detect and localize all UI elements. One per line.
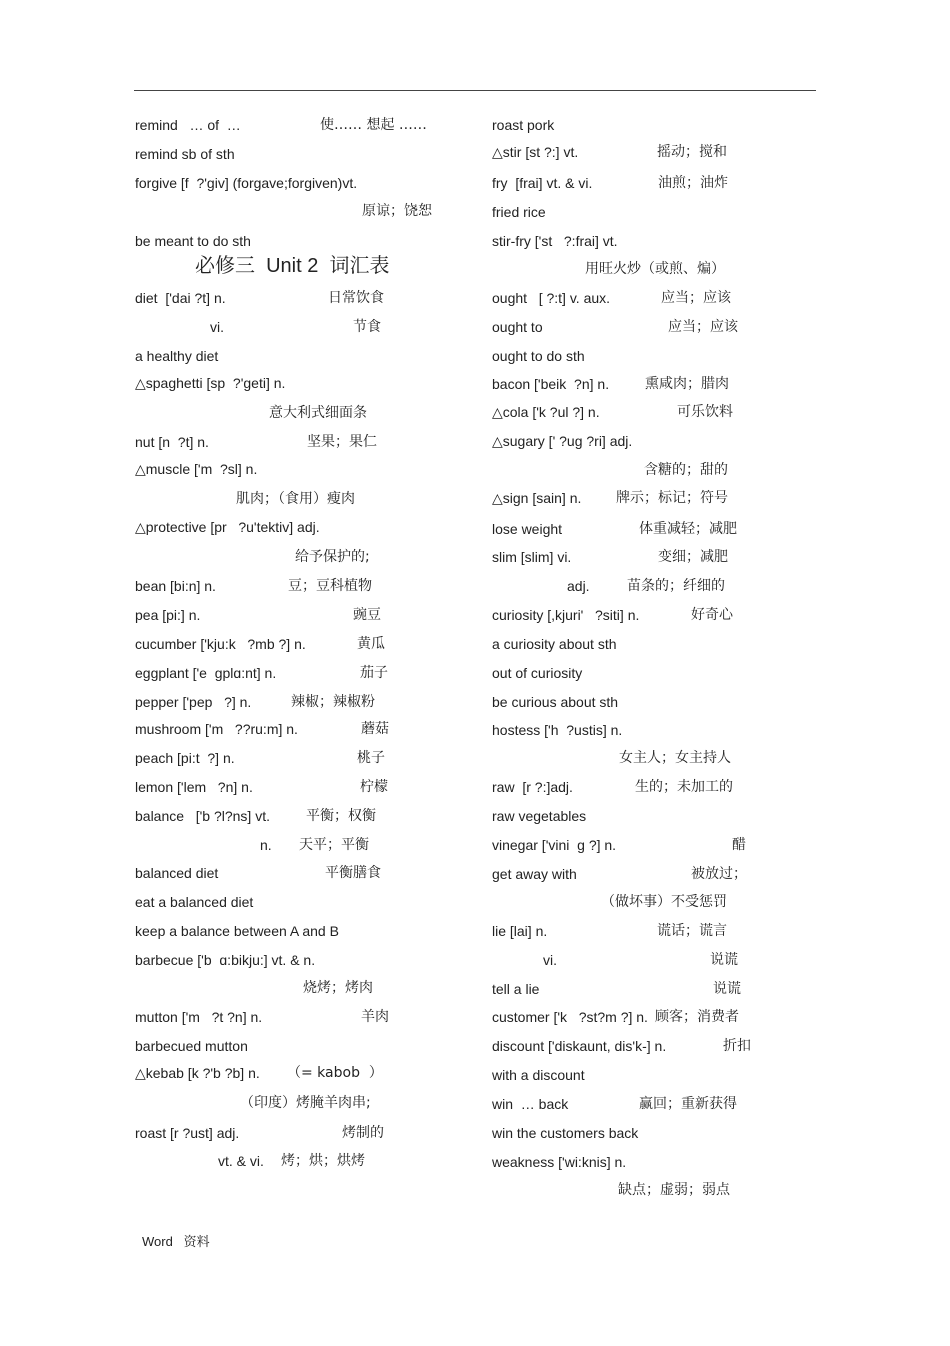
vocab-term: balanced diet — [135, 865, 219, 881]
vocab-term: get away with — [492, 866, 577, 882]
vocab-term: ought to — [492, 319, 543, 335]
vocab-definition: 烤制的 — [342, 1125, 384, 1141]
vocab-term: eat a balanced diet — [135, 894, 254, 910]
right-column — [492, 0, 852, 1260]
vocab-term: pea [pi:] n. — [135, 607, 201, 623]
vocab-definition: 说谎 — [710, 952, 738, 968]
vocab-definition: 辣椒；辣椒粉 — [291, 694, 375, 710]
vocab-term: pepper ['pep ?] n. — [135, 694, 252, 710]
vocab-term: bean [bi:n] n. — [135, 578, 216, 594]
vocab-definition: 谎话；谎言 — [657, 923, 727, 939]
vocab-term: remind sb of sth — [135, 146, 235, 162]
vocab-term: tell a lie — [492, 981, 540, 997]
vocab-definition: 好奇心 — [691, 607, 733, 623]
vocab-term: balance ['b ?l?ns] vt. — [135, 808, 270, 824]
vocab-definition: 羊肉 — [361, 1009, 389, 1025]
vocab-term: a curiosity about sth — [492, 636, 617, 652]
vocab-definition: 黄瓜 — [357, 636, 385, 652]
vocab-term: weakness ['wi:knis] n. — [492, 1154, 627, 1170]
vocab-term: △kebab [k ?'b ?b] n. — [135, 1065, 260, 1081]
vocab-term: mutton ['m ?t ?n] n. — [135, 1009, 263, 1025]
vocab-definition: 用旺火炒（或煎、煸） — [585, 261, 725, 277]
vocab-definition: 平衡膳食 — [325, 865, 381, 881]
vocab-term: customer ['k ?st?m ?] n. — [492, 1009, 648, 1025]
vocab-definition: 日常饮食 — [328, 290, 384, 306]
vocab-term: discount ['diskaunt, dis'k-] n. — [492, 1038, 667, 1054]
vocab-term: △cola ['k ?ul ?] n. — [492, 404, 600, 420]
vocab-term: a healthy diet — [135, 348, 219, 364]
vocab-definition: 原谅；饶恕 — [362, 203, 432, 219]
vocab-term: nut [n ?t] n. — [135, 434, 209, 450]
vocab-term: be curious about sth — [492, 694, 619, 710]
vocab-definition: （= kabob ） — [287, 1065, 383, 1081]
vocab-term: remind … of … — [135, 117, 241, 133]
vocab-term: △stir [st ?:] vt. — [492, 144, 579, 160]
vocab-term: curiosity [,kjuri' ?siti] n. — [492, 607, 640, 623]
vocab-term: vi. — [210, 319, 224, 335]
vocab-term: bacon ['beik ?n] n. — [492, 376, 610, 392]
vocab-term: △muscle ['m ?sl] n. — [135, 461, 258, 477]
vocab-definition: 平衡；权衡 — [306, 808, 376, 824]
vocab-term: △sugary [' ?uɡ ?ri] adj. — [492, 433, 633, 449]
vocab-term: fry [frai] vt. & vi. — [492, 175, 593, 191]
vocab-term: with a discount — [492, 1067, 585, 1083]
vocab-definition: 顾客；消费者 — [655, 1009, 739, 1025]
vocab-definition: 使…… 想起 …… — [320, 117, 427, 133]
vocab-definition: 熏咸肉；腊肉 — [645, 376, 729, 392]
vocab-term: adj. — [567, 578, 590, 594]
vocab-definition: 可乐饮料 — [677, 404, 733, 420]
vocab-term: peach [pi:t ?] n. — [135, 750, 235, 766]
vocab-term: n. — [260, 837, 272, 853]
vocab-definition: 蘑菇 — [361, 721, 389, 737]
vocab-term: roast pork — [492, 117, 555, 133]
vocab-definition: 坚果；果仁 — [307, 434, 377, 450]
vocab-term: fried rice — [492, 204, 546, 220]
vocab-definition: 节食 — [353, 319, 381, 335]
vocab-definition: 赢回；重新获得 — [639, 1096, 737, 1112]
vocab-definition: 变细；减肥 — [658, 549, 728, 565]
vocab-term: hostess ['h ?ustis] n. — [492, 722, 623, 738]
vocab-term: slim [slim] vi. — [492, 549, 572, 565]
vocab-term: barbecued mutton — [135, 1038, 248, 1054]
vocab-term: win the customers back — [492, 1125, 639, 1141]
vocab-term: win … back — [492, 1096, 569, 1112]
vocab-term: eggplant ['e ɡplɑ:nt] n. — [135, 665, 277, 681]
vocab-definition: 含糖的；甜的 — [644, 462, 728, 478]
vocab-definition: 天平；平衡 — [299, 837, 369, 853]
vocab-term: △protective [pr ?u'tektiv] adj. — [135, 519, 320, 535]
vocab-definition: 应当；应该 — [668, 319, 738, 335]
vocab-term: △sign [sain] n. — [492, 490, 582, 506]
vocab-term: out of curiosity — [492, 665, 583, 681]
vocab-definition: 苗条的；纤细的 — [627, 578, 725, 594]
vocab-term: keep a balance between A and B — [135, 923, 339, 939]
vocab-definition: 肌肉；（食用）瘦肉 — [236, 491, 355, 507]
vocab-term: cucumber ['kju:k ?mb ?] n. — [135, 636, 306, 652]
vocab-definition: 生的；未加工的 — [635, 779, 733, 795]
vocab-term: lemon ['lem ?n] n. — [135, 779, 253, 795]
vocab-term: barbecue ['b ɑ:bikju:] vt. & n. — [135, 952, 316, 968]
vocab-definition: （印度）烤腌羊肉串; — [240, 1095, 371, 1111]
vocab-term: ought [ ?:t] v. aux. — [492, 290, 611, 306]
page-heading: 必修三 Unit 2 词汇表 — [195, 255, 390, 277]
vocab-definition: 摇动；搅和 — [657, 144, 727, 160]
vocab-term: stir-fry ['st ?:frai] vt. — [492, 233, 618, 249]
vocab-definition: 女主人；女主持人 — [619, 750, 731, 766]
vocab-term: lose weight — [492, 521, 563, 537]
vocab-definition: 桃子 — [357, 750, 385, 766]
left-column — [135, 0, 495, 1260]
vocab-definition: 茄子 — [360, 665, 388, 681]
footer-text: Word 资料 — [142, 1234, 210, 1249]
vocab-term: raw [r ?:]adj. — [492, 779, 573, 795]
vocab-term: forgive [f ?'giv] (forgave;forgiven)vt. — [135, 175, 358, 191]
vocab-term: be meant to do sth — [135, 233, 251, 249]
vocab-term: vt. & vi. — [218, 1153, 264, 1169]
vocab-term: vinegar ['vini ɡ ?] n. — [492, 837, 617, 853]
vocab-definition: 醋 — [732, 837, 746, 853]
vocab-term: lie [lai] n. — [492, 923, 548, 939]
vocab-definition: 油煎；油炸 — [658, 175, 728, 191]
vocab-definition: 烤；烘；烘烤 — [281, 1153, 365, 1169]
vocab-definition: 牌示；标记；符号 — [616, 490, 728, 506]
vocab-term: raw vegetables — [492, 808, 587, 824]
vocab-definition: 应当；应该 — [661, 290, 731, 306]
vocab-definition: 被放过； — [691, 866, 747, 882]
vocab-term: roast [r ?ust] adj. — [135, 1125, 240, 1141]
vocab-definition: 烧烤；烤肉 — [303, 980, 373, 996]
vocab-term: ought to do sth — [492, 348, 585, 364]
vocab-term: △spaghetti [sp ?'geti] n. — [135, 375, 286, 391]
vocab-term: vi. — [543, 952, 557, 968]
vocab-definition: 柠檬 — [360, 779, 388, 795]
vocab-term: mushroom ['m ??ru:m] n. — [135, 721, 298, 737]
vocab-definition: 豌豆 — [353, 607, 381, 623]
vocab-definition: （做坏事）不受惩罚 — [601, 894, 727, 910]
vocab-definition: 缺点；虚弱；弱点 — [618, 1182, 730, 1198]
vocab-definition: 体重减轻；减肥 — [639, 521, 737, 537]
vocab-definition: 折扣 — [723, 1038, 751, 1054]
vocab-definition: 给予保护的; — [295, 549, 370, 565]
vocab-definition: 豆；豆科植物 — [288, 578, 372, 594]
vocab-term: diet ['dai ?t] n. — [135, 290, 226, 306]
vocab-definition: 说谎 — [713, 981, 741, 997]
vocab-definition: 意大利式细面条 — [269, 405, 367, 421]
